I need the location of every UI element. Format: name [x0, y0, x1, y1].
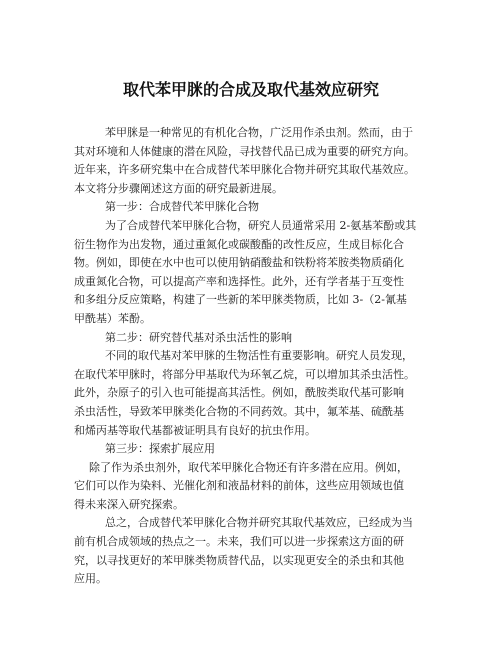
- text-line: 和多组分反应策略，构建了一些新的苯甲脒类物质，比如 3-（2-氰基: [74, 293, 407, 307]
- text-line: 得未来深入研究探索。: [74, 497, 184, 511]
- text-line: 究，以寻找更好的苯甲脒类物质替代品，以实现更安全的杀虫和其他: [74, 553, 404, 567]
- text-line: 苯甲脒是一种常见的有机化合物，广泛用作杀虫剂。然而，由于: [105, 126, 413, 139]
- text-line: 第二步：研究替代基对杀虫活性的影响: [105, 330, 292, 344]
- document-title: 取代苯甲脒的合成及取代基效应研究: [122, 80, 379, 99]
- text-line: 它们可以作为染料、光催化剂和液晶材料的前体，这些应用领域也值: [74, 479, 404, 493]
- text-line: 总之，合成替代苯甲脒化合物并研究其取代基效应，已经成为当: [105, 516, 413, 530]
- text-line: 此外，杂原子的引入也可能提高其活性。例如，酰胺类取代基可影响: [74, 386, 404, 400]
- text-line: 第一步：合成替代苯甲脒化合物: [105, 200, 259, 214]
- text-line: 杀虫活性，导致苯甲脒类化合物的不同药效。其中，氟苯基、硫酰基: [74, 404, 404, 418]
- text-line: 和烯丙基等取代基都被证明具有良好的抗虫作用。: [74, 423, 316, 437]
- text-line: 物。例如，即使在水中也可以使用钠硝酸盐和铁粉将苯胺类物质硝化: [74, 256, 404, 270]
- text-line: 应用。: [74, 572, 107, 586]
- text-line: 在取代苯甲脒时，将部分甲基取代为环氧乙烷，可以增加其杀虫活性。: [74, 367, 415, 381]
- text-line: 前有机合成领域的热点之一。未来，我们可以进一步探索这方面的研: [74, 535, 404, 549]
- text-line: 其对环境和人体健康的潜在风险，寻找替代品已成为重要的研究方向。: [74, 144, 415, 158]
- text-line: 成重氮化合物，可以提高产率和选择性。此外，还有学者基于互变性: [74, 274, 404, 288]
- text-line: 为了合成替代苯甲脒化合物，研究人员通常采用 2-氨基苯酚或其: [105, 218, 417, 232]
- text-line: 不同的取代基对苯甲脒的生物活性有重要影响。研究人员发现，: [105, 349, 413, 363]
- text-line: 第三步：探索扩展应用: [105, 442, 215, 456]
- text-line: 衍生物作为出发物，通过重氮化或碳酸酯的改性反应，生成目标化合: [74, 237, 404, 251]
- text-line: 近年来，许多研究集中在合成替代苯甲脒化合物并研究其取代基效应。: [74, 163, 415, 177]
- text-line: 本文将分步骤阐述这方面的研究最新进展。: [74, 181, 283, 195]
- text-line: 除了作为杀虫剂外，取代苯甲脒化合物还有许多潜在应用。例如，: [89, 460, 408, 474]
- document-body: [74, 124, 434, 589]
- text-line: 甲酰基）苯酚。: [74, 311, 151, 325]
